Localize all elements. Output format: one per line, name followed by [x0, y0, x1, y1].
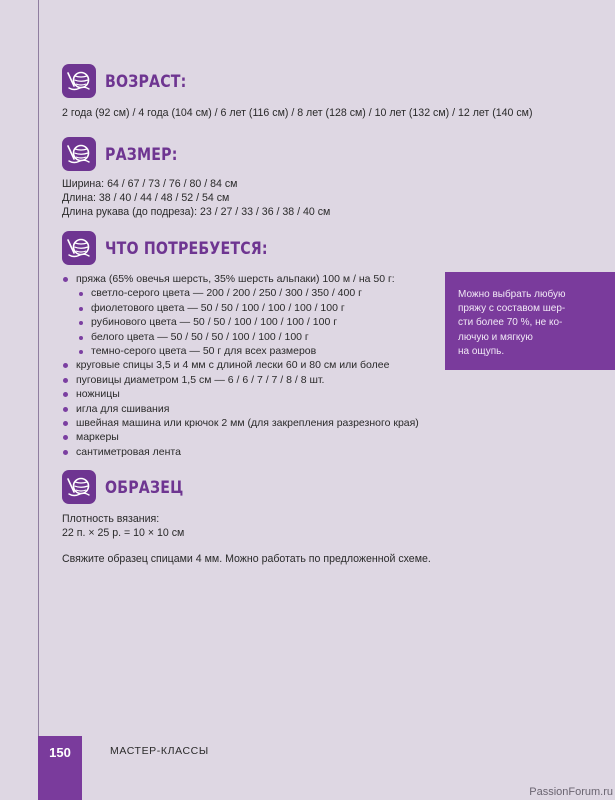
sleeve-line: Длина рукава (до подреза): 23 / 27 / 33 / 36 / 38 / 40 см — [62, 206, 331, 219]
width-line: Ширина: 64 / 67 / 73 / 76 / 80 / 84 см — [62, 178, 238, 190]
section-header-size — [62, 137, 189, 171]
page-number: 150 — [38, 736, 82, 800]
list-item: темно-серого цвета — 50 г для всех размеров — [78, 344, 419, 358]
note-line: Можно выбрать любую — [458, 289, 566, 300]
section-title: ОБРАЗЕЦ — [105, 477, 184, 497]
yarn-colors-list — [78, 286, 419, 358]
list-item: игла для сшивания — [62, 402, 419, 416]
list-item: светло-серого цвета — 200 / 200 / 250 / 300 / 350 / 400 г — [78, 286, 419, 300]
length-line: Длина: 38 / 40 / 44 / 48 / 52 / 54 см — [62, 192, 230, 205]
gauge-label: Плотность вязания: — [62, 513, 160, 525]
note-line: на ощупь. — [458, 345, 505, 357]
yarn-tip-note — [445, 272, 615, 370]
note-line: сти более 70 %, не ко- — [458, 317, 563, 329]
list-item: пуговицы диаметром 1,5 см — 6 / 6 / 7 / 7 / 8 / 8 шт. — [62, 373, 419, 387]
section-header-age — [62, 64, 200, 98]
note-line: пряжу с составом шер- — [458, 303, 566, 315]
section-header-materials — [62, 231, 294, 265]
materials-list — [62, 272, 419, 459]
age-sizes: 2 года (92 см) / 4 года (104 см) / 6 лет (116 см) / 8 лет (128 см) / 10 лет (132 см) / 12 лет (140 см) — [62, 107, 533, 119]
section-title: ВОЗРАСТ: — [105, 71, 187, 91]
list-item — [62, 272, 419, 358]
gauge-instruction: Свяжите образец спицами 4 мм. Можно работать по предложенной схеме. — [62, 553, 431, 565]
size-measurements — [62, 177, 330, 220]
yarn-ball-icon — [62, 470, 96, 504]
yarn-ball-icon — [62, 231, 96, 265]
list-item: маркеры — [62, 430, 419, 444]
yarn-description: пряжа (65% овечья шерсть, 35% шерсть альпаки) 100 м / на 50 г: — [76, 273, 395, 285]
gauge-value: 22 п. × 25 р. = 10 × 10 см — [62, 527, 185, 540]
list-item: швейная машина или крючок 2 мм (для закрепления разрезного края) — [62, 416, 419, 430]
yarn-ball-icon — [62, 64, 96, 98]
section-title: РАЗМЕР: — [105, 144, 178, 164]
yarn-ball-icon — [62, 137, 96, 171]
running-footer: МАСТЕР-КЛАССЫ — [110, 745, 209, 757]
section-title: ЧТО ПОТРЕБУЕТСЯ: — [105, 238, 268, 258]
list-item: круговые спицы 3,5 и 4 мм с длиной лески 60 и 80 см или более — [62, 358, 419, 372]
list-item: рубинового цвета — 50 / 50 / 100 / 100 / 100 / 100 г — [78, 315, 419, 329]
list-item: фиолетового цвета — 50 / 50 / 100 / 100 / 100 / 100 г — [78, 301, 419, 315]
page-margin-rule — [38, 0, 39, 736]
section-header-gauge — [62, 470, 196, 504]
note-line: лючую и мягкую — [458, 331, 533, 343]
watermark: PassionForum.ru — [529, 786, 613, 798]
list-item: сантиметровая лента — [62, 445, 419, 459]
list-item: ножницы — [62, 387, 419, 401]
gauge-info — [62, 512, 184, 540]
list-item: белого цвета — 50 / 50 / 50 / 100 / 100 / 100 г — [78, 330, 419, 344]
